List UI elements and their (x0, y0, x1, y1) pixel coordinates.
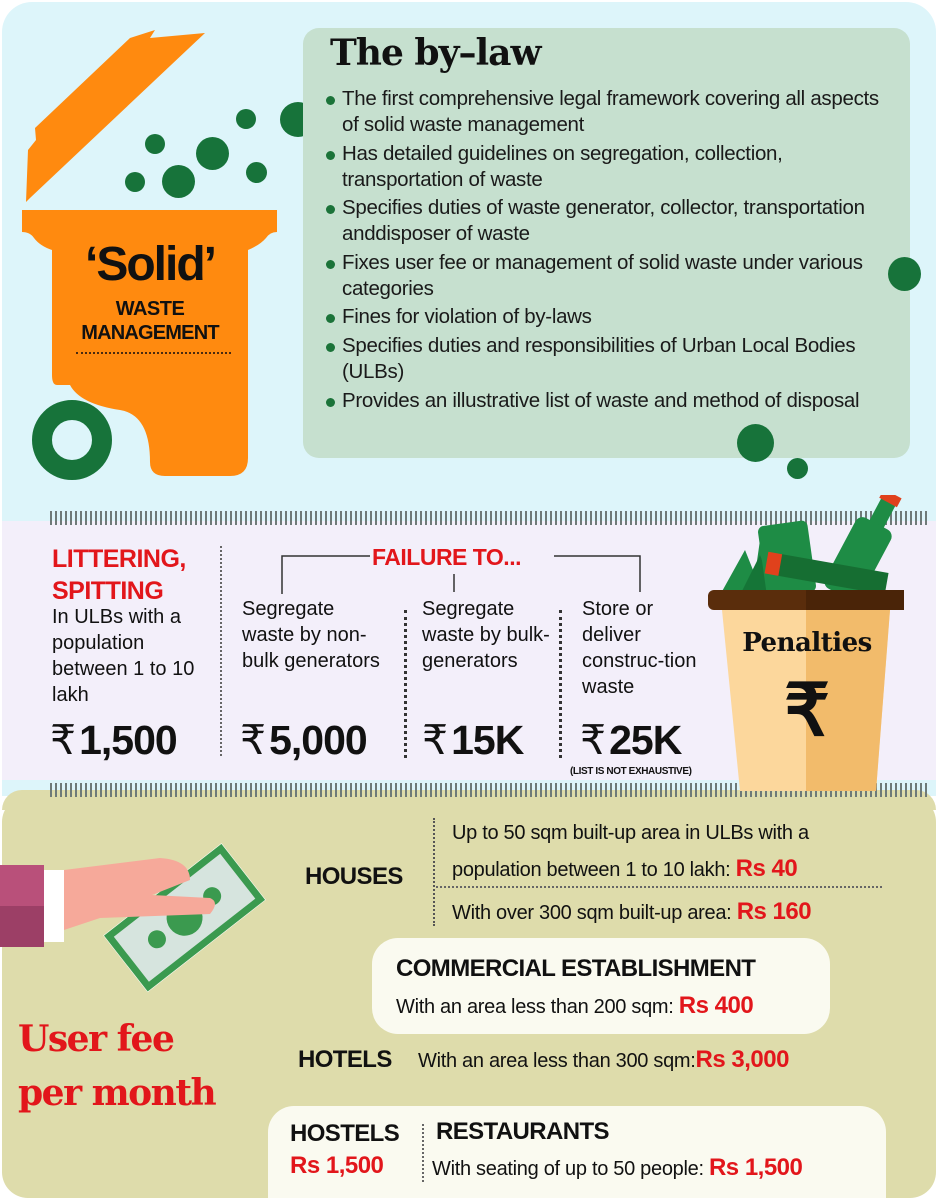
decorative-dot (737, 424, 774, 462)
commercial-text: With an area less than 200 sqm: (396, 996, 674, 1018)
commercial-row (396, 992, 753, 1020)
bin-dotted-underline (76, 352, 231, 354)
failure-amount (240, 716, 367, 764)
restaurants-value: Rs 1,500 (708, 1154, 803, 1181)
bylaw-item: Fines for violation of by-laws (324, 304, 894, 330)
decorative-dot (145, 134, 165, 154)
littering-title (52, 543, 186, 607)
hostels-separator (422, 1124, 424, 1182)
penalties-label: Penalties (742, 628, 872, 658)
bylaw-item: Specifies duties and responsibilities of Urban Local Bodies (ULBs) (324, 333, 894, 385)
bylaw-title: The by–law (330, 32, 541, 74)
houses-row-divider (436, 886, 882, 888)
failure-amount-value: 15K (451, 717, 524, 763)
list-not-exhaustive-note: (LIST IS NOT EXHAUSTIVE) (570, 766, 692, 777)
houses-label: HOUSES (305, 863, 403, 890)
rupee-icon: ₹ (784, 671, 830, 751)
houses-row1-text: population between 1 to 10 lakh: (452, 859, 731, 881)
hostels-label: HOSTELS (290, 1120, 400, 1147)
user-fee-title-line1: User fee (18, 1018, 174, 1060)
user-fee-title (18, 1012, 215, 1120)
failure-separator (559, 610, 562, 758)
decorative-dot (246, 162, 267, 183)
restaurants-row (432, 1154, 802, 1182)
failure-amount (580, 716, 681, 764)
failure-separator (404, 610, 407, 758)
littering-description: In ULBs with a population between 1 to 10 lakh (52, 606, 195, 706)
bin-title: ‘Solid’ (85, 238, 215, 291)
hotels-row (418, 1046, 789, 1074)
rupee-icon: ₹ (240, 717, 266, 763)
littering-title-line1: LITTERING, (52, 545, 186, 573)
decorative-dot (787, 458, 808, 479)
littering-amount (50, 716, 177, 764)
decorative-dot (162, 165, 195, 198)
hotels-label: HOTELS (298, 1046, 392, 1073)
hotels-text: With an area less than 300 sqm: (418, 1050, 696, 1072)
rupee-icon: ₹ (580, 717, 606, 763)
houses-separator (433, 818, 435, 926)
failure-amount (422, 716, 523, 764)
litter-separator (220, 546, 222, 756)
failure-description: Segregate waste by non-bulk generators (242, 598, 380, 672)
decorative-dot (236, 109, 256, 129)
commercial-value: Rs 400 (678, 992, 754, 1019)
hotels-value: Rs 3,000 (695, 1046, 789, 1073)
decorative-dot (196, 137, 229, 170)
houses-row1-line1: Up to 50 sqm built-up area in ULBs with a (452, 822, 809, 844)
hand-with-money-illustration (0, 830, 280, 1010)
houses-row2-text: With over 300 sqm built-up area: (452, 902, 732, 924)
bylaw-item: The first comprehensive legal framework covering all aspects of solid waste management (324, 86, 894, 138)
littering-title-line2: SPITTING (52, 577, 164, 605)
bylaw-item: Provides an illustrative list of waste and method of disposal (324, 388, 894, 414)
decorative-dot (888, 257, 921, 291)
restaurants-label: RESTAURANTS (436, 1118, 609, 1145)
hostels-value: Rs 1,500 (290, 1152, 384, 1179)
rupee-icon: ₹ (50, 717, 76, 763)
houses-row2-value: Rs 160 (736, 898, 812, 925)
houses-row1-value: Rs 40 (735, 855, 798, 882)
houses-row1-line2 (452, 855, 797, 883)
commercial-label: COMMERCIAL ESTABLISHMENT (396, 955, 756, 982)
bylaw-list (324, 86, 894, 416)
littering-amount-value: 1,500 (79, 717, 177, 763)
failure-amount-value: 25K (609, 717, 682, 763)
failure-description: Segregate waste by bulk-generators (422, 598, 550, 672)
failure-amount-value: 5,000 (269, 717, 367, 763)
bylaw-item: Has detailed guidelines on segregation, collection, transportation of waste (324, 141, 894, 193)
failure-description: Store or deliver construc-tion waste (582, 598, 697, 698)
failure-title: FAILURE TO... (372, 544, 521, 570)
bylaw-item: Fixes user fee or management of solid waste under various categories (324, 250, 894, 302)
bylaw-item: Specifies duties of waste generator, collector, transportation anddisposer of waste (324, 195, 894, 247)
houses-row2 (452, 898, 811, 926)
decorative-dot (125, 172, 145, 192)
restaurants-text: With seating of up to 50 people: (432, 1158, 704, 1180)
user-fee-title-line2: per month (18, 1072, 216, 1114)
bin-subtitle-line2: MANAGEMENT (81, 322, 219, 344)
rupee-icon: ₹ (422, 717, 448, 763)
bin-subtitle-line1: WASTE (115, 298, 185, 320)
